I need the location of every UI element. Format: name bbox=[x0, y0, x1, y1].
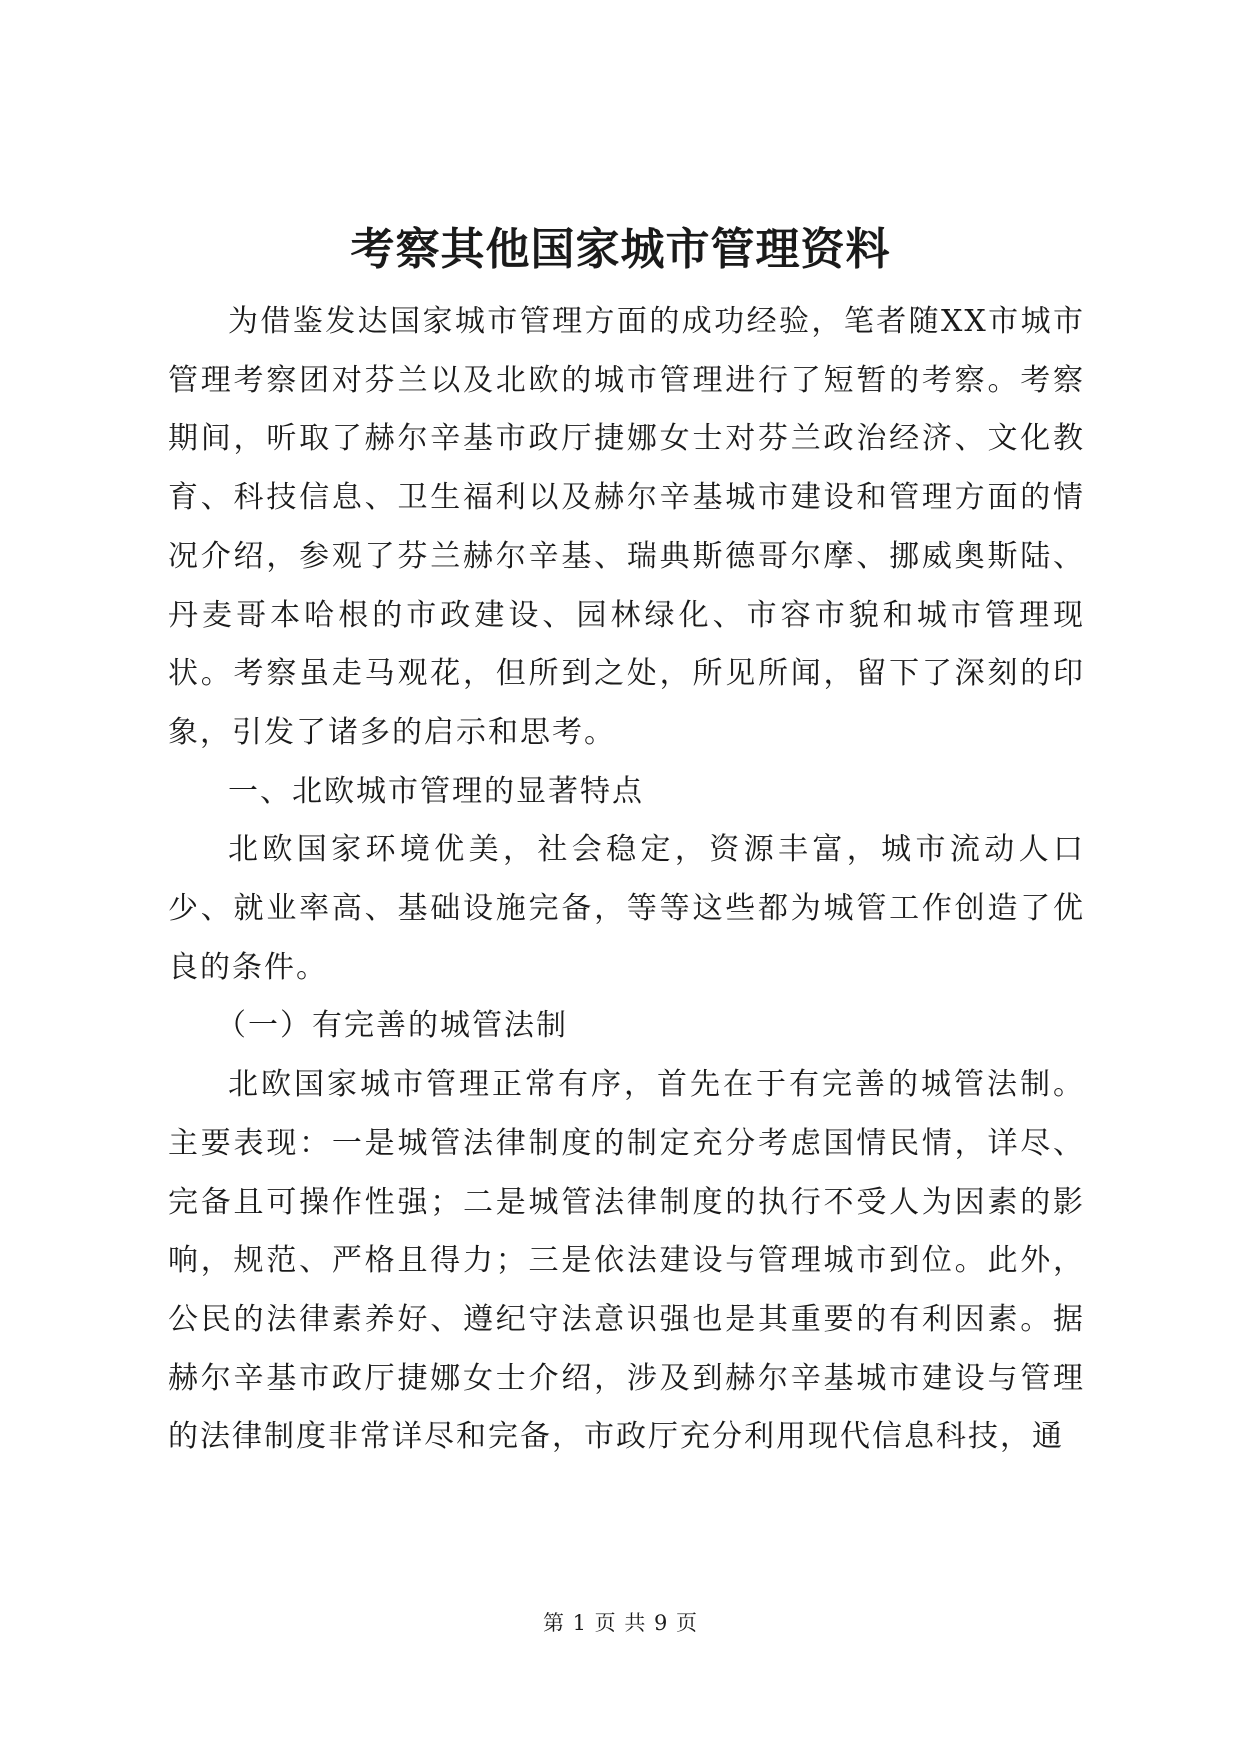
section-heading-1: 一、北欧城市管理的显著特点 bbox=[228, 773, 644, 809]
page-footer: 第 1 页 共 9 页 bbox=[542, 1611, 699, 1635]
paragraph-intro: 为借鉴发达国家城市管理方面的成功经验，笔者随XX市城市管理考察团对芬兰以及北欧的城市管理进行了短暂的考察。考察期间，听取了赫尔辛基市政厅捷娜女士对芬兰政治经济、文化教育、科技信息、卫生福利以及赫尔辛基城市建设和管理方面的情况介绍，参观了芬兰赫尔辛基、瑞典斯德哥尔摩、挪威奥斯陆、丹麦哥本哈根的市政建设、园林绿化、市容市貌和城市管理现状。考察虽走马观花，但所到之处，所见所闻，留下了深刻的印象，引发了诸多的启示和思考。 bbox=[168, 304, 1085, 750]
document-title: 考察其他国家城市管理资料 bbox=[350, 224, 891, 275]
paragraph-section-1: 北欧国家环境优美，社会稳定，资源丰富，城市流动人口少、就业率高、基础设施完备，等等这些都为城管工作创造了优良的条件。 bbox=[168, 832, 1085, 985]
subsection-heading-1: （一）有完善的城管法制 bbox=[216, 1008, 568, 1044]
document-body bbox=[168, 293, 1085, 1467]
paragraph-subsection-1: 北欧国家城市管理正常有序，首先在于有完善的城管法制。主要表现：一是城管法律制度的制定充分考虑国情民情，详尽、完备且可操作性强；二是城管法律制度的执行不受人为因素的影响，规范、严格且得力；三是依法建设与管理城市到位。此外，公民的法律素养好、遵纪守法意识强也是其重要的有利因素。据赫尔辛基市政厅捷娜女士介绍，涉及到赫尔辛基城市建设与管理的法律制度非常详尽和完备，市政厅充分利用现代信息科技，通 bbox=[168, 1067, 1085, 1455]
